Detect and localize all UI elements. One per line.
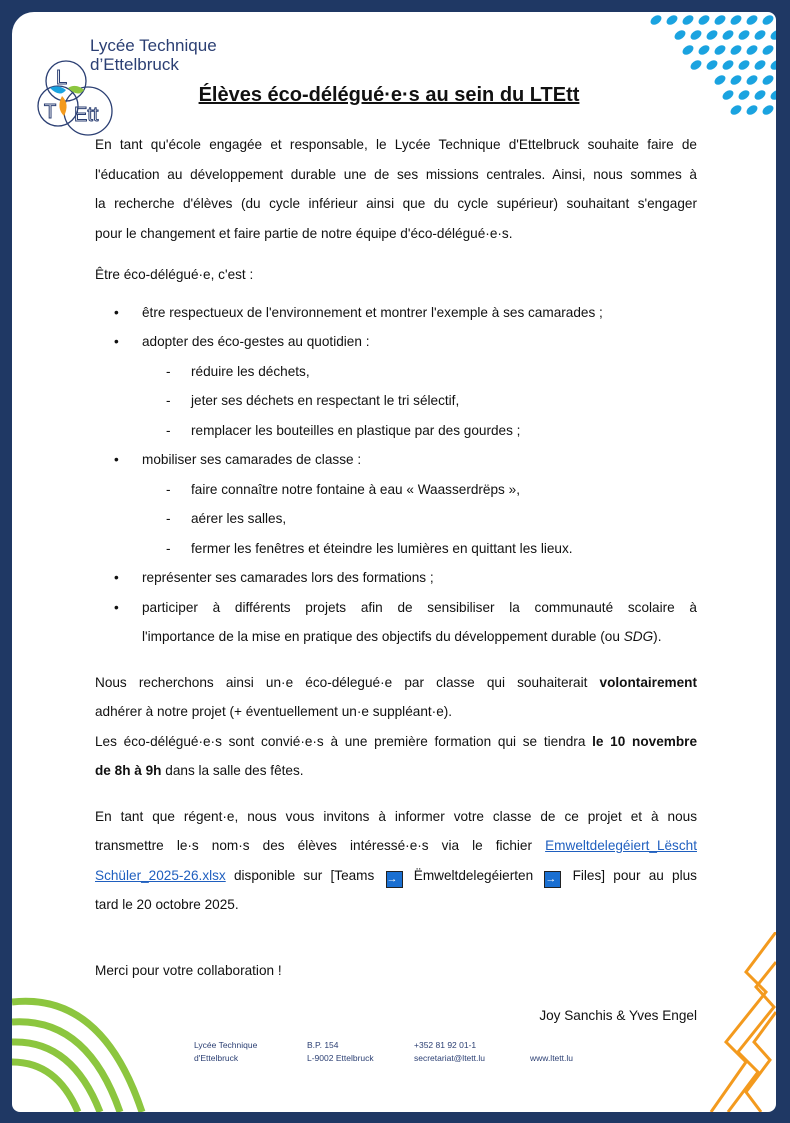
- text: Nous recherchons ainsi un·e éco-délegué·e par classe qui souhaiterait: [95, 674, 600, 690]
- signature: Joy Sanchis & Yves Engel: [539, 1008, 697, 1023]
- orange-zigzag-decoration: [706, 932, 776, 1112]
- file-link[interactable]: Schüler_2025-26.xlsx: [95, 867, 226, 883]
- dot: [721, 58, 735, 71]
- text: disponible sur [Teams: [225, 867, 383, 883]
- dot: [729, 43, 743, 56]
- document-page: [12, 12, 776, 1112]
- dot: [673, 28, 687, 41]
- instructions-paragraph: [95, 802, 697, 920]
- dot: [761, 13, 775, 26]
- sdg-text: SDG: [623, 629, 654, 644]
- list-item: • être respectueux de l'environnement et montrer l'exemple à ses camarades ;: [95, 298, 697, 328]
- bullet-list: [95, 298, 697, 652]
- text: B.P. 154: [307, 1040, 339, 1050]
- dot: [753, 58, 767, 71]
- dot: [745, 13, 759, 26]
- text-line: pour le changement et faire partie de notre équipe d'éco-délégué·e·s.: [95, 225, 513, 241]
- dot: [681, 43, 695, 56]
- sub-list-item: - jeter ses déchets en respectant le tri sélectif,: [95, 386, 697, 416]
- text-line: En tant qu'école engagée et responsable, le Lycée Technique d'Ettelbruck souhaite faire de: [95, 137, 697, 152]
- document-body: [95, 130, 697, 1031]
- dot: [737, 58, 751, 71]
- recruitment-paragraph: [95, 668, 697, 786]
- email[interactable]: secretariat@ltett.lu: [414, 1053, 485, 1063]
- dot: [705, 58, 719, 71]
- list-item: • participer à différents projets afin de sensibiliser la communauté scolaire à: [95, 593, 697, 623]
- text-line: [95, 756, 697, 786]
- text-line: [95, 831, 697, 861]
- school-name-line2: d’Ettelbruck: [90, 55, 179, 74]
- text: Les éco-délégué·e·s sont convié·e·s à une première formation qui se tiendra: [95, 733, 593, 749]
- footer-address: [307, 1039, 374, 1065]
- text-line: tard le 20 octobre 2025.: [95, 897, 239, 912]
- dot: [761, 43, 775, 56]
- school-name: [90, 36, 217, 74]
- text: Lycée Technique: [194, 1040, 258, 1050]
- closing-line: Merci pour votre collaboration !: [95, 962, 282, 978]
- file-link[interactable]: Emweltdelegéiert_Lëscht: [545, 838, 697, 853]
- intro-paragraph: [95, 130, 697, 248]
- dot: [697, 13, 711, 26]
- sub-list-item: - aérer les salles,: [95, 504, 697, 534]
- sub-list-item: - faire connaître notre fontaine à eau « Waasserdrëps »,: [95, 475, 697, 505]
- list-item-continuation: [95, 622, 697, 652]
- text-line: [95, 727, 697, 757]
- svg-text:L: L: [56, 67, 68, 89]
- dot: [689, 58, 703, 71]
- list-item: • représenter ses camarades lors des formations ;: [95, 563, 697, 593]
- dot: [697, 43, 711, 56]
- text-line: la recherche d'élèves (du cycle inférieur ainsi que du cycle supérieur) souhaitant s'engager: [95, 196, 697, 211]
- text: L-9002 Ettelbruck: [307, 1053, 374, 1063]
- bold-text: de 8h à 9h: [95, 763, 162, 778]
- text: Ëmweltdelegéierten: [405, 867, 542, 883]
- text: dans la salle des fêtes.: [161, 763, 304, 778]
- text-line: l'éducation au développement durable une de ses missions centrales. Ainsi, nous sommes à: [95, 166, 697, 182]
- school-name-line1: Lycée Technique: [90, 36, 217, 55]
- dot: [649, 13, 663, 26]
- sub-list-item: - réduire les déchets,: [95, 357, 697, 387]
- text: l'importance de la mise en pratique des objectifs du développement durable (ou: [142, 629, 624, 644]
- text: d'Ettelbruck: [194, 1053, 239, 1063]
- dot: [721, 28, 735, 41]
- dot: [769, 58, 776, 71]
- dot: [745, 43, 759, 56]
- dot: [713, 13, 727, 26]
- dot: [713, 43, 727, 56]
- sub-list-item: - fermer les fenêtres et éteindre les lumières en quittant les lieux.: [95, 534, 697, 564]
- text: transmettre le·s nom·s des élèves intéressé·e·s via le fichier: [95, 838, 546, 853]
- phone: +352 81 92 01-1: [414, 1040, 477, 1050]
- svg-text:Ett: Ett: [74, 104, 99, 126]
- bold-text: le 10 novembre: [592, 733, 697, 749]
- text-line: [95, 861, 697, 891]
- dot: [665, 13, 679, 26]
- text-line: adhérer à notre projet (+ éventuellement un·e suppléant·e).: [95, 704, 453, 719]
- arrow-right-icon: →: [544, 871, 561, 888]
- arrow-right-icon: →: [386, 871, 403, 888]
- page-title: Élèves éco-délégué·e·s au sein du LTEtt: [198, 84, 580, 106]
- text: Files] pour au plus: [564, 867, 697, 883]
- svg-text:T: T: [44, 101, 57, 123]
- text: ).: [653, 629, 662, 644]
- list-intro: Être éco-délégué·e, c'est :: [95, 267, 254, 282]
- dot: [737, 28, 751, 41]
- dot: [681, 13, 695, 26]
- dot: [769, 28, 776, 41]
- text-line: En tant que régent·e, nous vous invitons à informer votre classe de ce projet et à nous: [95, 808, 697, 824]
- footer-school: [194, 1039, 257, 1065]
- list-item: • mobiliser ses camarades de classe :: [95, 445, 697, 475]
- dot: [705, 28, 719, 41]
- dot: [729, 13, 743, 26]
- bold-text: volontairement: [599, 674, 697, 690]
- dot: [689, 28, 703, 41]
- footer-contact: [414, 1039, 485, 1065]
- dot: [753, 28, 767, 41]
- list-item: • adopter des éco-gestes au quotidien :: [95, 327, 697, 357]
- sub-list-item: - remplacer les bouteilles en plastique par des gourdes ;: [95, 416, 697, 446]
- text-line: [95, 668, 697, 698]
- website[interactable]: www.ltett.lu: [530, 1053, 573, 1063]
